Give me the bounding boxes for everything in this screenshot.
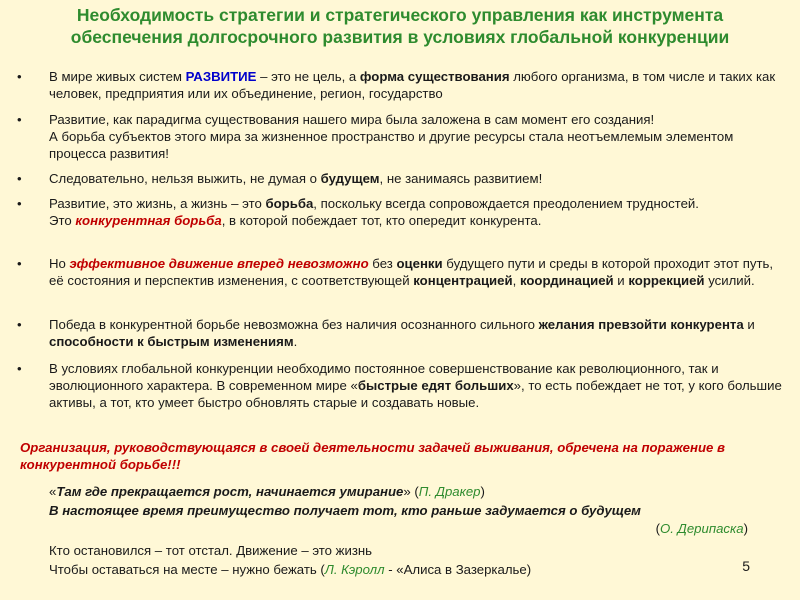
emphasis-span: координацией [519, 273, 614, 288]
text-span: будущего пути и среды в которой проходит этот путь, её состояния и перспектив изменения, с соответствующей [49, 256, 774, 288]
bullet-marker: • [17, 171, 22, 186]
quote-author-ref [656, 520, 748, 537]
text-span: , [512, 273, 520, 288]
text-span: - «Алиса в Зазеркалье) [384, 562, 532, 577]
text-span: любого организма, в том числе и таких как человек, предприятия или их объединение, регион, государство [49, 69, 776, 101]
text-span: Победа в конкурентной борьбе невозможна без наличия осознанного сильного [49, 317, 539, 332]
quote-author: П. Дракер [418, 484, 481, 499]
text-span: , поскольку всегда сопровождается преодолением трудностей. [313, 196, 699, 211]
text-span: », то есть побеждает не тот, у кого большие активы, а тот, кто умеет быстро обновлять старые и создавать новые. [49, 378, 782, 410]
quote-text [49, 483, 485, 500]
text-span: В условиях глобальной конкуренции необходимо постоянное совершенствование как революционного, так и эволюционного характера. В современном мире « [49, 361, 719, 393]
quote-span: В настоящее время преимущество получает тот, кто раньше задумается о будущем [49, 503, 641, 518]
quote-text: Кто остановился – тот отстал. Движение – это жизнь [49, 543, 373, 558]
bullet-marker: • [17, 317, 22, 332]
text-span: , не занимаясь развитием! [379, 171, 543, 186]
text-span: . [293, 334, 298, 349]
text-span: » ( [403, 484, 419, 499]
emphasis-span: коррекцией [628, 273, 705, 288]
emphasis-span: конкурентная борьба [75, 213, 222, 228]
text-span: без [368, 256, 397, 271]
text-span: Чтобы оставаться на месте – нужно бежать ( [49, 562, 325, 577]
text-span: ( [655, 521, 660, 536]
text-span: « [49, 484, 57, 499]
quote-author: О. Дерипаска [659, 521, 744, 536]
text-span: – это не цель, а [256, 69, 360, 84]
text-span: ) [743, 521, 748, 536]
bullet-text [49, 111, 789, 162]
text-span: усилий. [704, 273, 755, 288]
quote-span: Там где прекращается рост, начинается умирание [56, 484, 404, 499]
text-span: и [743, 317, 755, 332]
bullet-text [49, 316, 789, 350]
bullet-text [49, 195, 789, 229]
text-span: Развитие, это жизнь, а жизнь – это [49, 196, 266, 211]
text-span: и [613, 273, 629, 288]
text-span: В мире живых систем [49, 69, 186, 84]
page-title [0, 4, 800, 48]
title-line-1: Необходимость стратегии и стратегического управления как инструмента [76, 5, 724, 25]
bullet-marker: • [17, 69, 22, 84]
text-span: Это [49, 213, 76, 228]
emphasis-span: быстрые едят больших [357, 378, 514, 393]
bullet-text [49, 170, 789, 187]
quote-text [49, 561, 531, 578]
text-span: Развитие, как парадигма существования нашего мира была заложена в сам момент его создания! [49, 112, 655, 127]
bullet-marker: • [17, 361, 22, 376]
emphasis-span: желания превзойти конкурента [538, 317, 744, 332]
text-span: Но [49, 256, 70, 271]
bullet-text [49, 255, 789, 289]
text-span: ) [480, 484, 485, 499]
text-span: , в которой побеждает тот, кто опередит конкурента. [221, 213, 542, 228]
text-span: Следовательно, нельзя выжить, не думая о [49, 171, 321, 186]
summary-statement: Организация, руководствующаяся в своей деятельности задачей выживания, обречена на поражение в конкурентной борьбе!!! [20, 440, 725, 472]
emphasis-span: форма существования [359, 69, 510, 84]
emphasis-span: способности к быстрым изменениям [49, 334, 294, 349]
bullet-text [49, 360, 789, 411]
text-span: А борьба субъектов этого мира за жизненное пространство и другие ресурсы стала неотъемлемым элементом процесса развития! [49, 129, 734, 161]
title-line-2: обеспечения долгосрочного развития в условиях глобальной конкуренции [70, 27, 730, 47]
page-number: 5 [742, 558, 750, 574]
quote-text [49, 502, 641, 519]
emphasis-span: оценки [396, 256, 443, 271]
emphasis-span: РАЗВИТИЕ [185, 69, 257, 84]
bullet-marker: • [17, 112, 22, 127]
bullet-marker: • [17, 196, 22, 211]
bullet-text [49, 68, 789, 102]
emphasis-span: будущем [320, 171, 380, 186]
emphasis-span: эффективное движение вперед невозможно [69, 256, 369, 271]
emphasis-span: борьба [265, 196, 314, 211]
bullet-marker: • [17, 256, 22, 271]
quote-author: Л. Кэролл [324, 562, 385, 577]
emphasis-span: концентрацией [413, 273, 513, 288]
